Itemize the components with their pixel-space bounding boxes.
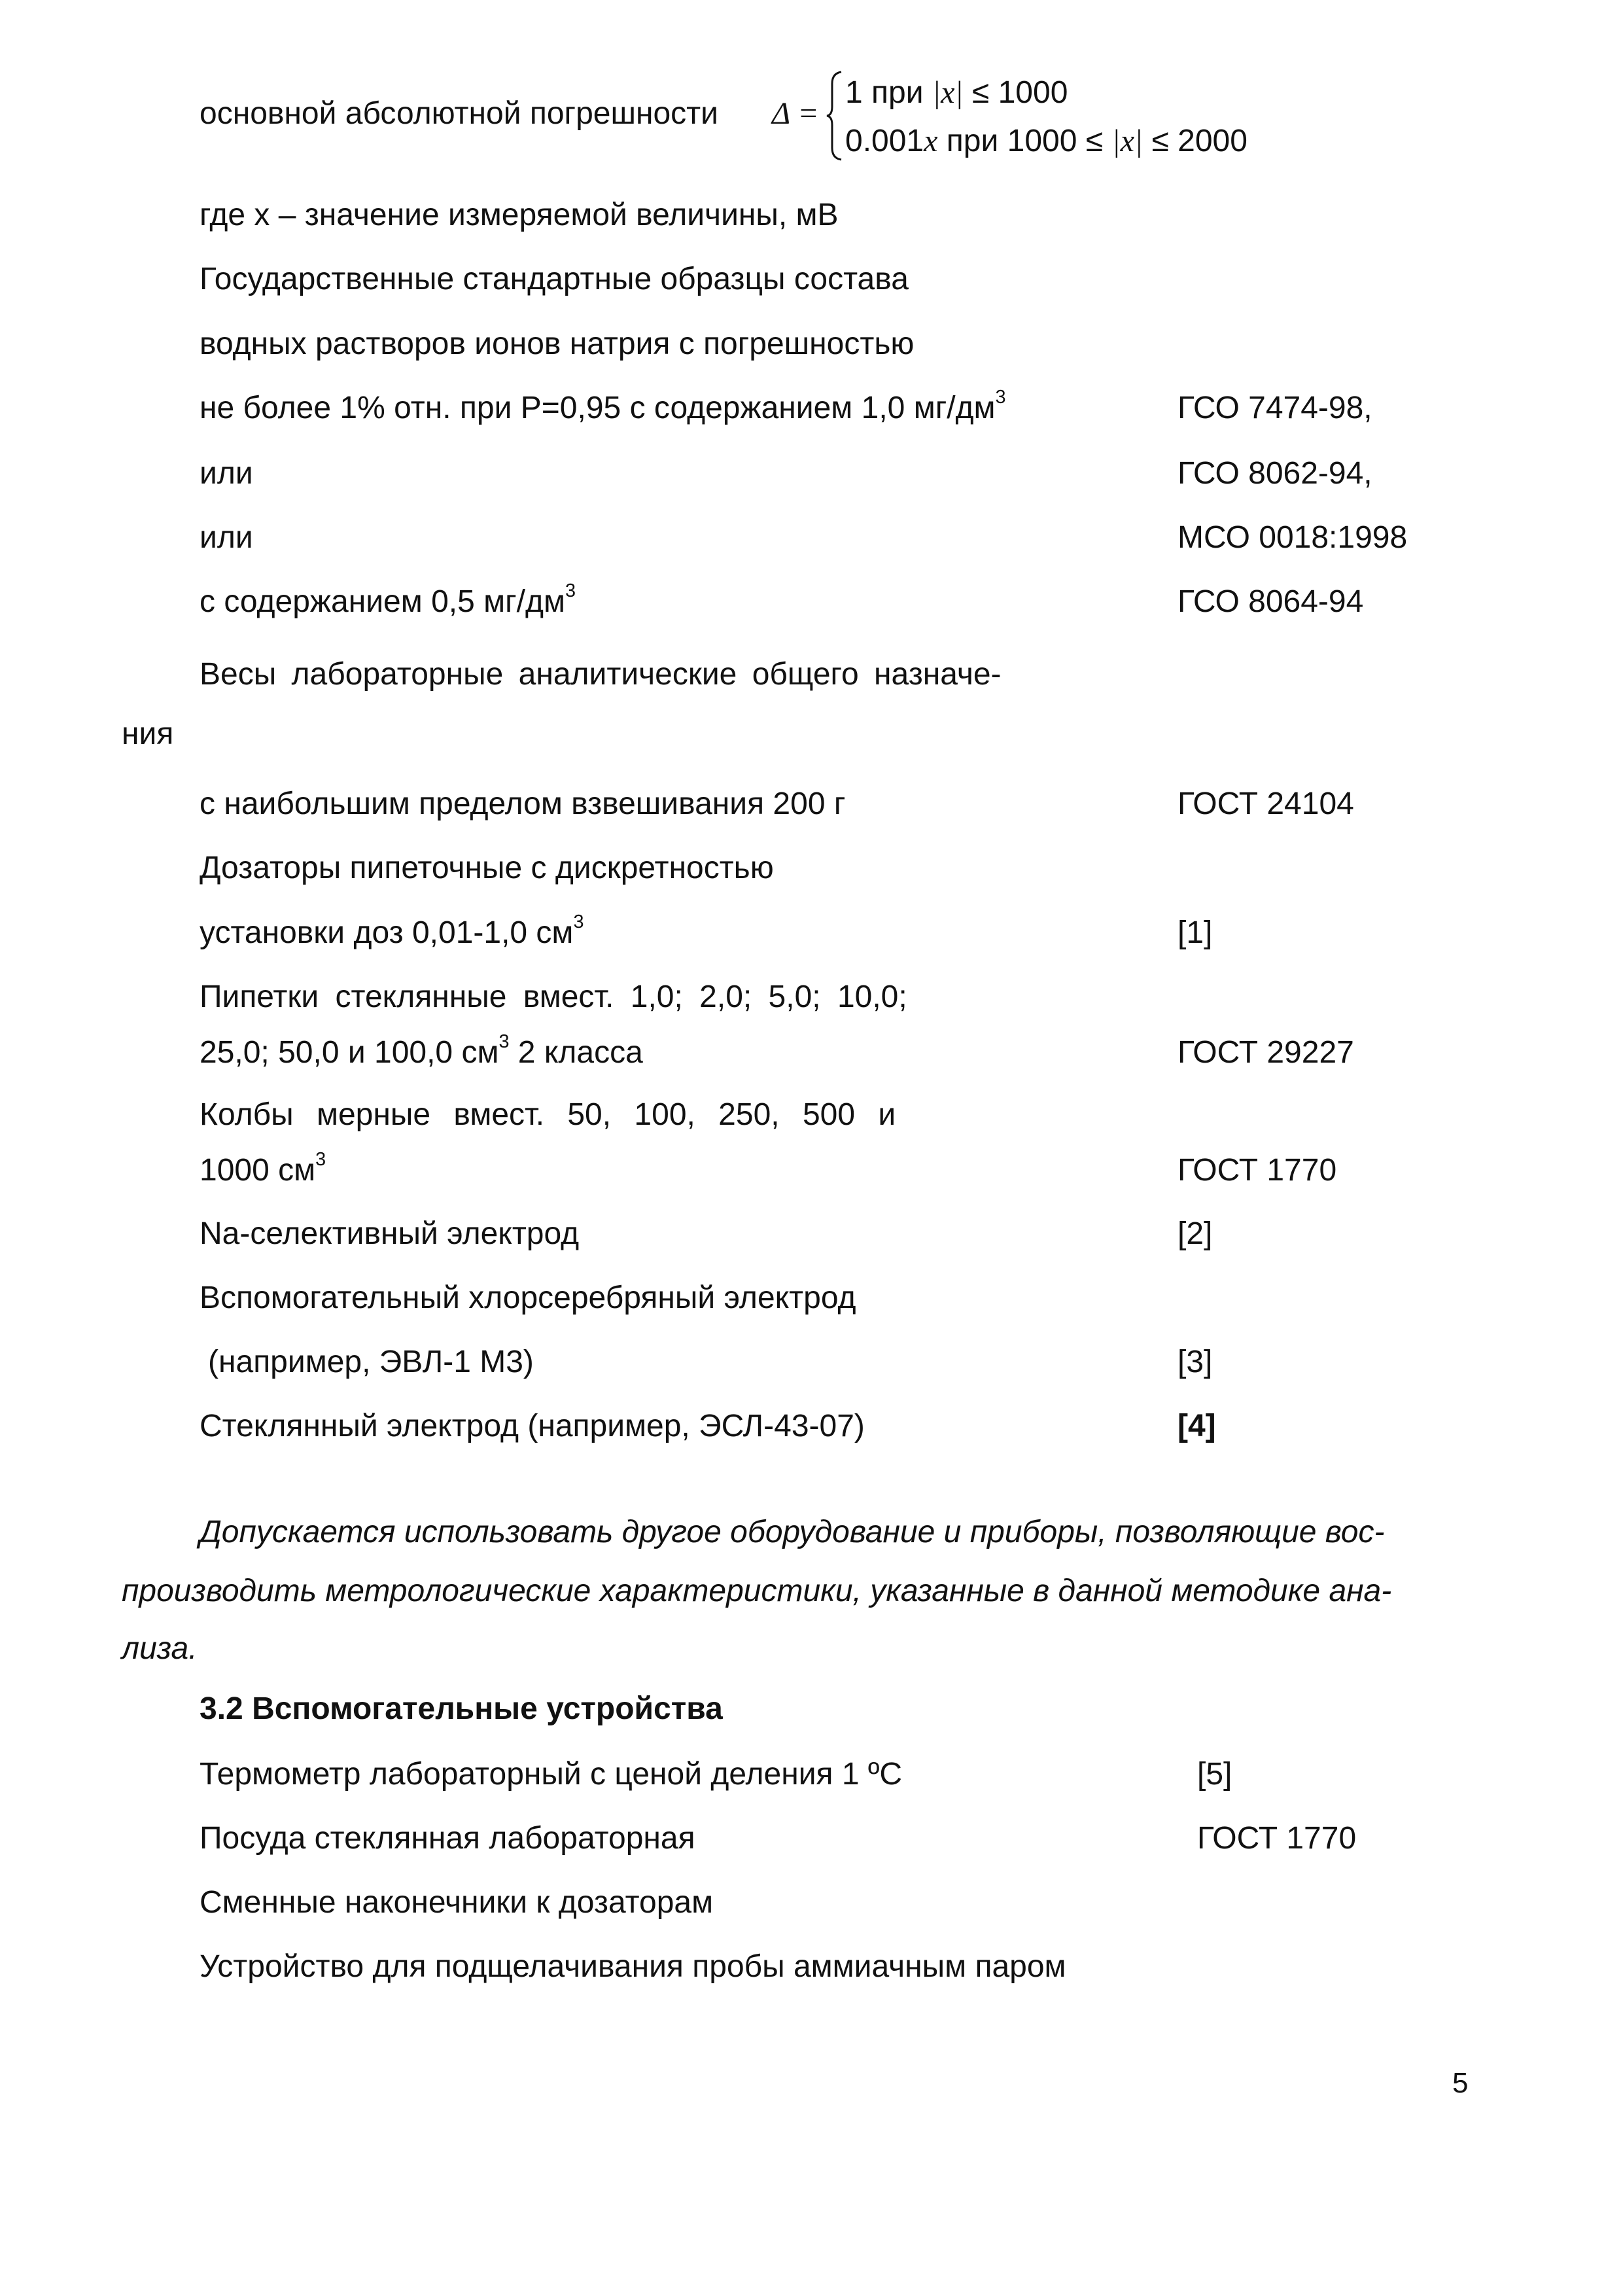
formula-delta: Δ =	[772, 96, 819, 131]
reference: [5]	[1197, 1757, 1232, 1792]
text-line: установки доз 0,01-1,0 $см^3$	[200, 911, 584, 950]
text-line: Термометр лабораторный с ценой деления 1 ºС	[200, 1757, 903, 1792]
note-paragraph: лиза.	[122, 1631, 198, 1666]
text-line: не более 1% отн. при Р=0,95 с содержанием 1,0 $мг/дм^3$	[200, 386, 1006, 425]
reference: [2]	[1178, 1216, 1213, 1251]
formula-label: основной абсолютной погрешности	[200, 96, 718, 131]
where-line: где х – значение измеряемой величины, мВ	[200, 198, 839, 232]
text-line: Na-селективный электрод	[200, 1216, 580, 1251]
text-line: 25,0; 50,0 и 100,0 $см^3$ 2 класса	[200, 1031, 643, 1070]
brace-icon	[826, 71, 843, 161]
text-line: или	[200, 520, 253, 555]
text-line: Пипетки стеклянные вмест. 1,0; 2,0; 5,0; 10,0;	[200, 980, 907, 1014]
reference: [4]	[1178, 1409, 1216, 1443]
reference: ГОСТ 1770	[1197, 1821, 1357, 1856]
note-paragraph: производить метрологические характеристики, указанные в данной методике ана-	[122, 1574, 1392, 1608]
text-line: Стеклянный электрод (например, ЭСЛ-43-07)	[200, 1409, 865, 1443]
text-line: водных растворов ионов натрия с погрешностью	[200, 327, 915, 361]
text-line: (например, ЭВЛ-1 М3)	[208, 1345, 534, 1379]
text-line: с содержанием 0,5 $мг/дм^3$	[200, 580, 576, 619]
formula-case-1: 1 при |x| ≤ 1000	[845, 75, 1068, 110]
text-line: Весы лабораторные аналитические общего назначе-	[200, 657, 1002, 692]
text-line: с наибольшим пределом взвешивания 200 г	[200, 786, 846, 821]
reference: МСО 0018:1998	[1178, 520, 1408, 555]
note-paragraph: Допускается использовать другое оборудование и приборы, позволяющие вос-	[200, 1515, 1385, 1549]
formula-case-2: 0.001x при 1000 ≤ |x| ≤ 2000	[845, 124, 1248, 158]
reference: ГСО 8064-94	[1178, 584, 1364, 619]
text-line: Посуда стеклянная лабораторная	[200, 1821, 695, 1856]
section-heading: 3.2 Вспомогательные устройства	[200, 1691, 723, 1726]
text-line: Вспомогательный хлорсеребряный электрод	[200, 1280, 856, 1315]
reference: [1]	[1178, 915, 1213, 950]
text-line: Государственные стандартные образцы состава	[200, 262, 909, 296]
text-line: Устройство для подщелачивания пробы аммиачным паром	[200, 1949, 1066, 1984]
text-line: Колбы мерные вмест. 50, 100, 250, 500 и	[200, 1097, 896, 1132]
text-line: Сменные наконечники к дозаторам	[200, 1885, 714, 1920]
text-line: или	[200, 456, 253, 491]
reference: [3]	[1178, 1345, 1213, 1379]
text-line: 1000 $см^3$	[200, 1148, 326, 1188]
text-line: ния	[122, 716, 174, 751]
reference: ГСО 8062-94,	[1178, 456, 1372, 491]
reference: ГОСТ 29227	[1178, 1035, 1354, 1070]
page-number: 5	[1452, 2067, 1469, 2099]
reference: ГСО 7474-98,	[1178, 391, 1372, 425]
reference: ГОСТ 24104	[1178, 786, 1354, 821]
text-line: Дозаторы пипеточные с дискретностью	[200, 851, 774, 885]
reference: ГОСТ 1770	[1178, 1153, 1337, 1188]
